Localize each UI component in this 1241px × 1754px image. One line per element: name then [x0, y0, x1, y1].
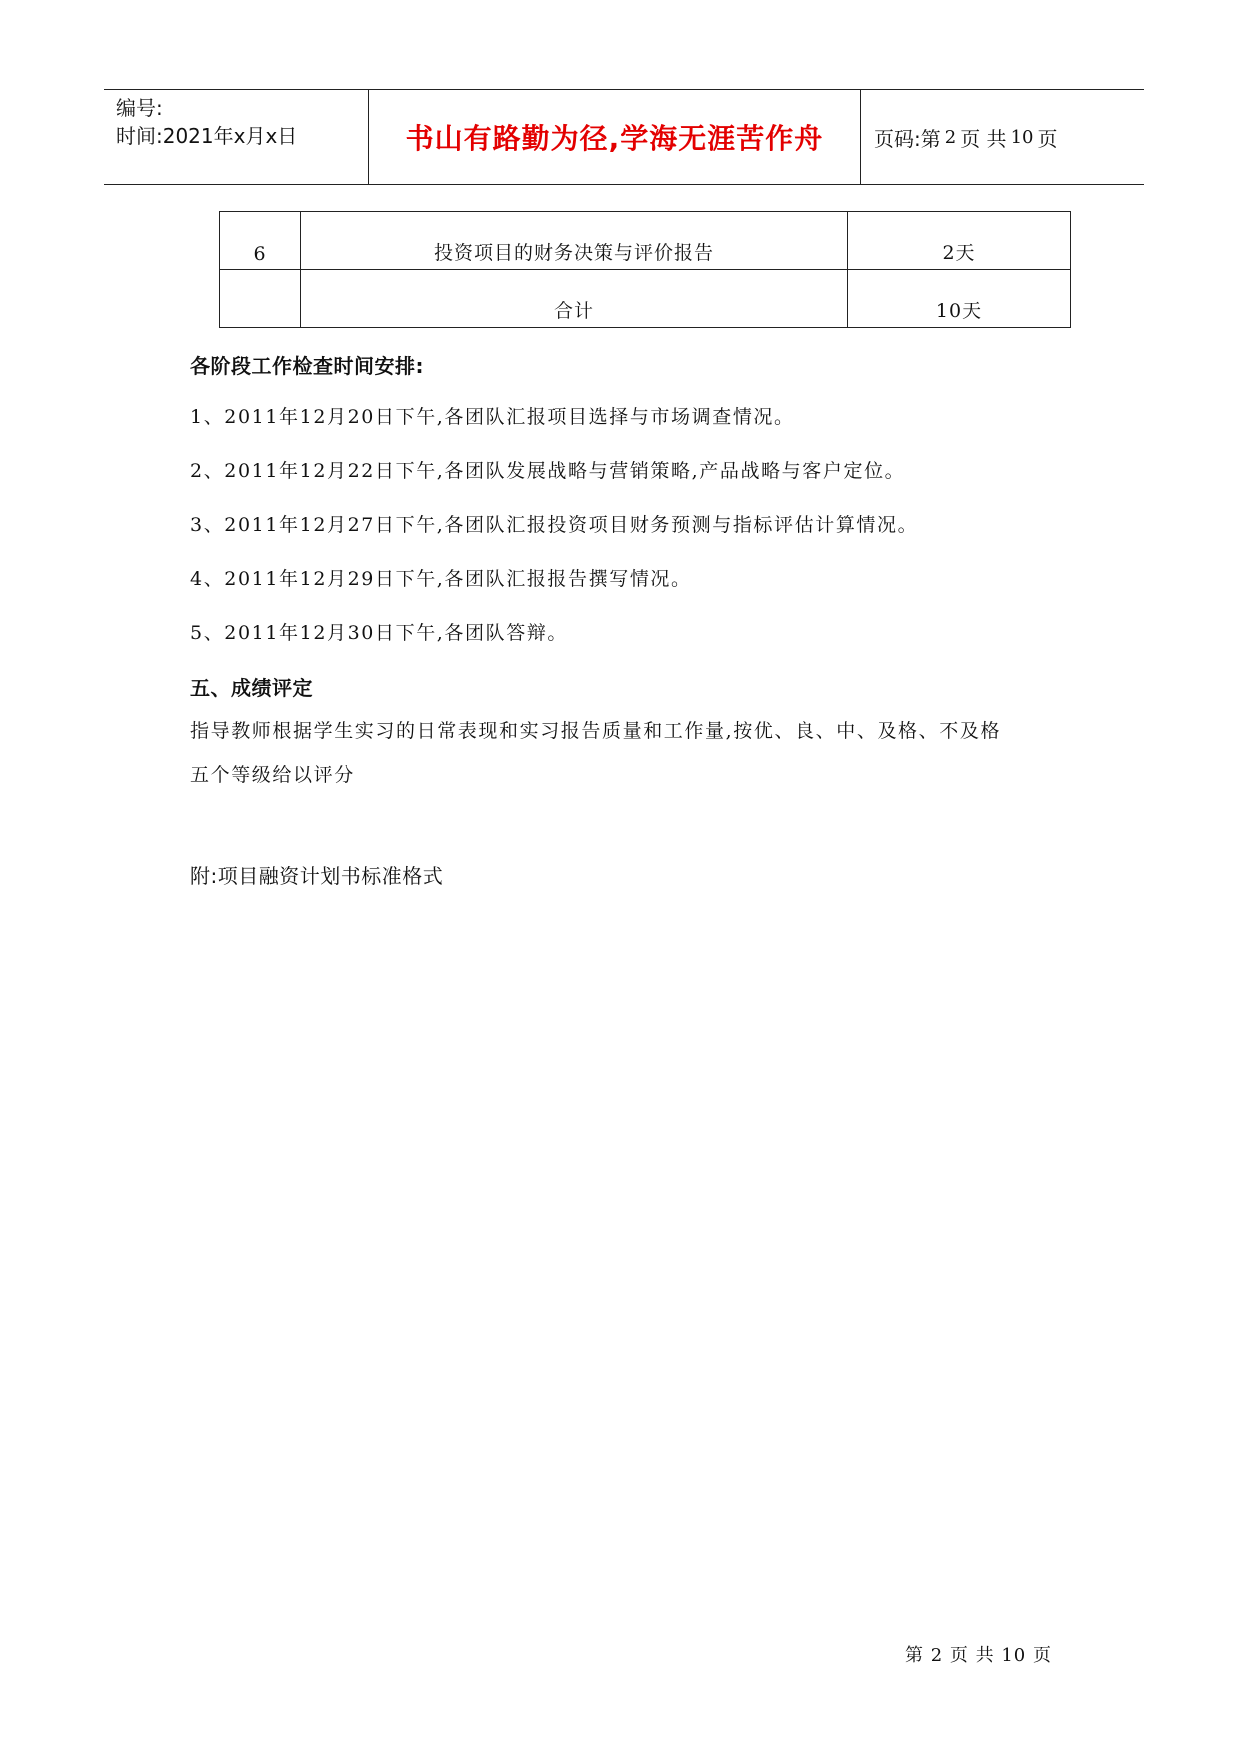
- grading-text: 指导教师根据学生实习的日常表现和实习报告质量和工作量,按优、良、中、及格、不及格: [190, 720, 1002, 742]
- row-item: 投资项目的财务决策与评价报告: [301, 212, 848, 270]
- time-label: 时间:2021年x月x日: [116, 124, 298, 148]
- schedule-item: 2、2011年12月22日下午,各团队发展战略与营销策略,产品战略与客户定位。: [190, 460, 906, 482]
- page-number: 2: [944, 126, 957, 148]
- grading-heading: 五、成绩评定: [190, 676, 313, 700]
- schedule-table: [219, 211, 1071, 328]
- page-mid: 页 共: [960, 126, 1007, 151]
- page-prefix: 页码:第: [874, 126, 941, 151]
- appendix-note: 附:项目融资计划书标准格式: [190, 864, 444, 888]
- schedule-item: 5、2011年12月30日下午,各团队答辩。: [190, 622, 569, 644]
- header-meta: [116, 94, 297, 150]
- row-days: 2天: [848, 212, 1071, 270]
- row-index: 6: [220, 212, 301, 270]
- row-days: 10天: [848, 270, 1071, 328]
- page-total: 10: [1010, 126, 1034, 148]
- row-index: [220, 270, 301, 328]
- table-row: [220, 212, 1071, 270]
- schedule-item: 1、2011年12月20日下午,各团队汇报项目选择与市场调查情况。: [190, 406, 795, 428]
- schedule-item: 4、2011年12月29日下午,各团队汇报报告撰写情况。: [190, 568, 692, 590]
- schedule-heading: 各阶段工作检查时间安排:: [190, 354, 424, 378]
- schedule-item: 3、2011年12月27日下午,各团队汇报投资项目财务预测与指标评估计算情况。: [190, 514, 919, 536]
- header-page-info: [874, 90, 1057, 184]
- header-divider: [860, 90, 861, 184]
- grading-text: 五个等级给以评分: [190, 764, 355, 786]
- row-item: 合计: [301, 270, 848, 328]
- page-header: [104, 89, 1144, 185]
- table-row: [220, 270, 1071, 328]
- page-suffix: 页: [1037, 126, 1058, 151]
- header-motto: 书山有路勤为径,学海无涯苦作舟: [405, 122, 824, 155]
- page-footer: 第 2 页 共 10 页: [905, 1645, 1052, 1666]
- number-label: 编号:: [116, 96, 163, 120]
